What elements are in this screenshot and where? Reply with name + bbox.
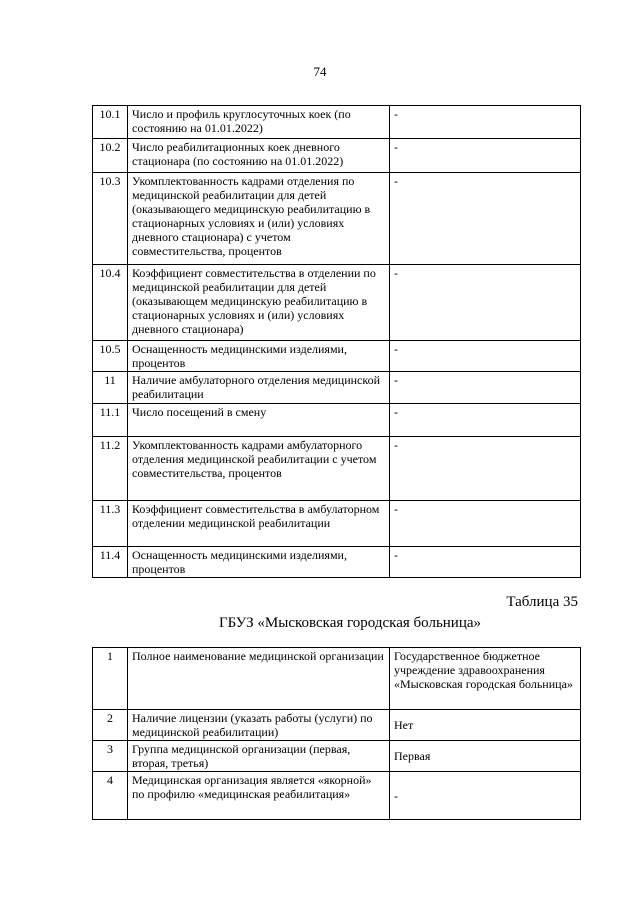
row-number: 3	[93, 741, 128, 772]
row-value: -	[390, 437, 581, 501]
row-label: Наличие лицензии (указать работы (услуги) по медицинской реабилитации)	[128, 710, 390, 741]
table-caption-number: Таблица 35	[506, 594, 578, 610]
row-number: 4	[93, 772, 128, 820]
table-title: ГБУЗ «Мысковская городская больница»	[218, 615, 482, 631]
row-label: Укомплектованность кадрами амбулаторного отделения медицинской реабилитации с учетом совместительства, процентов	[128, 437, 390, 501]
row-number: 1	[93, 648, 128, 710]
table-row	[93, 341, 581, 372]
row-label: Коэффициент совместительства в амбулаторном отделении медицинской реабилитации	[128, 501, 390, 547]
row-value: Нет	[390, 710, 581, 741]
row-number: 11	[93, 372, 128, 404]
rehab-indicators-table	[92, 105, 581, 578]
row-number: 10.1	[93, 106, 128, 139]
table-row	[93, 710, 581, 741]
row-value: Первая	[390, 741, 581, 772]
row-label: Число и профиль круглосуточных коек (по состоянию на 01.01.2022)	[128, 106, 390, 139]
row-value: -	[390, 501, 581, 547]
table-row	[93, 741, 581, 772]
row-label: Число посещений в смену	[128, 404, 390, 437]
row-number: 11.1	[93, 404, 128, 437]
row-label: Группа медицинской организации (первая, вторая, третья)	[128, 741, 390, 772]
row-value: -	[390, 372, 581, 404]
row-value: Государственное бюджетное учреждение здравоохранения «Мысковская городская больница»	[390, 648, 581, 710]
table-row	[93, 501, 581, 547]
table-row	[93, 547, 581, 578]
table-row	[93, 106, 581, 139]
row-label: Оснащенность медицинскими изделиями, процентов	[128, 341, 390, 372]
row-value: -	[390, 173, 581, 265]
table-row	[93, 404, 581, 437]
row-label: Оснащенность медицинскими изделиями, процентов	[128, 547, 390, 578]
row-value: -	[390, 139, 581, 173]
row-label: Полное наименование медицинской организации	[128, 648, 390, 710]
row-number: 11.2	[93, 437, 128, 501]
row-number: 10.2	[93, 139, 128, 173]
row-label: Укомплектованность кадрами отделения по медицинской реабилитации для детей (оказывающего медицинскую реабилитацию в стационарных условиях и (или) условиях дневного стационара) с учетом совместительства, процентов	[128, 173, 390, 265]
row-label: Наличие амбулаторного отделения медицинской реабилитации	[128, 372, 390, 404]
row-value: -	[390, 265, 581, 341]
table-row	[93, 648, 581, 710]
row-label: Коэффициент совместительства в отделении по медицинской реабилитации для детей (оказывающем медицинскую реабилитацию в стационарных условиях и (или) условиях дневного стационара)	[128, 265, 390, 341]
row-value: -	[390, 106, 581, 139]
row-number: 11.3	[93, 501, 128, 547]
row-label: Число реабилитационных коек дневного стационара (по состоянию на 01.01.2022)	[128, 139, 390, 173]
row-value: -	[390, 404, 581, 437]
page-number: 74	[313, 64, 327, 79]
row-number: 2	[93, 710, 128, 741]
table-row	[93, 265, 581, 341]
row-number: 10.5	[93, 341, 128, 372]
table-row	[93, 437, 581, 501]
organization-table	[92, 647, 581, 820]
row-number: 10.3	[93, 173, 128, 265]
row-value: -	[390, 772, 581, 820]
row-label: Медицинская организация является «якорной» по профилю «медицинская реабилитация»	[128, 772, 390, 820]
table-row	[93, 139, 581, 173]
table-row	[93, 772, 581, 820]
row-number: 10.4	[93, 265, 128, 341]
row-value: -	[390, 341, 581, 372]
table-row	[93, 372, 581, 404]
table-row	[93, 173, 581, 265]
row-number: 11.4	[93, 547, 128, 578]
row-value: -	[390, 547, 581, 578]
